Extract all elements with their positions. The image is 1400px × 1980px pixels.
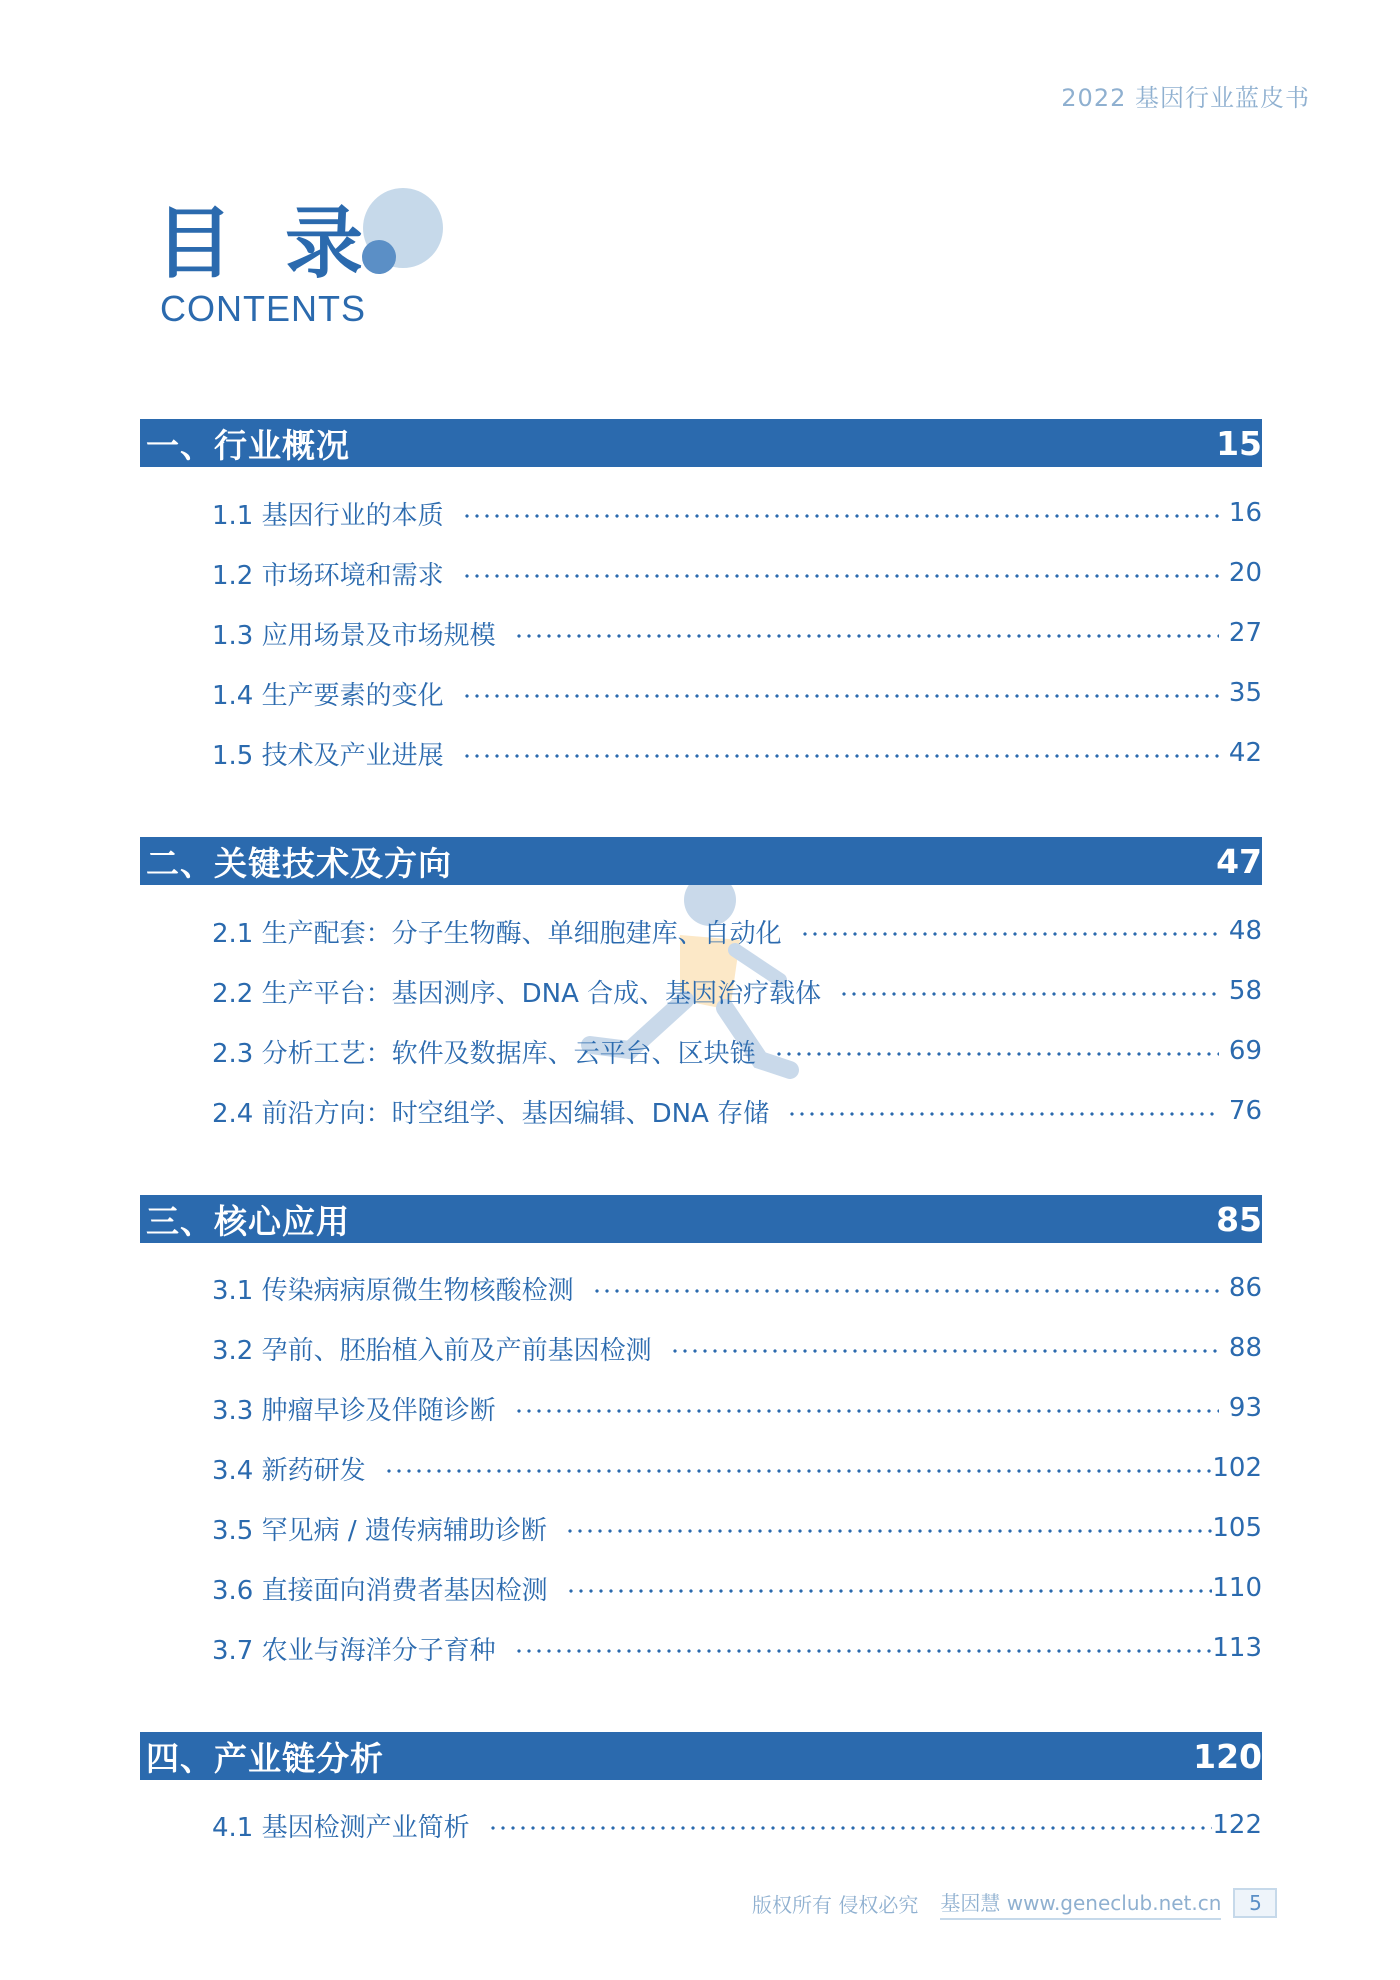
dot-leader [565,1529,1212,1533]
entry-label: 3.2 孕前、胚胎植入前及产前基因检测 [212,1335,652,1366]
toc-entry[interactable] [212,1568,1262,1608]
dot-leader [462,514,1219,518]
website-credit[interactable]: 基因慧 www.geneclub.net.cn [940,1887,1221,1920]
entry-page-number: 48 [1228,916,1262,946]
entry-label: 1.5 技术及产业进展 [212,740,444,771]
dot-leader [462,574,1219,578]
page-number-badge: 5 [1233,1888,1277,1918]
toc-entry[interactable] [212,1388,1262,1428]
entry-label: 2.4 前沿方向：时空组学、基因编辑、DNA 存储 [212,1098,770,1129]
section-page-number: 120 [1193,1736,1262,1776]
section-bar[interactable] [140,419,1262,467]
section-page-number: 85 [1216,1199,1262,1239]
entry-page-number: 102 [1212,1453,1262,1483]
dot-leader [592,1289,1219,1293]
section-title: 二、关键技术及方向 [146,843,452,883]
entry-label: 3.1 传染病病原微生物核酸检测 [212,1275,574,1306]
toc-subheading: CONTENTS [160,288,366,329]
entry-page-number: 35 [1228,678,1262,708]
dot-leader [462,694,1219,698]
entry-page-number: 93 [1228,1393,1262,1423]
entry-label: 2.2 生产平台：基因测序、DNA 合成、基因治疗载体 [212,978,822,1009]
entry-page-number: 20 [1228,558,1262,588]
dot-leader [839,992,1219,996]
toc-entry[interactable] [212,1031,1262,1071]
dot-leader [488,1826,1213,1830]
dot-leader [787,1112,1219,1116]
entry-page-number: 105 [1212,1513,1262,1543]
toc-entry[interactable] [212,673,1262,713]
section-title: 四、产业链分析 [146,1738,384,1778]
section-page-number: 47 [1216,841,1262,881]
entry-label: 2.3 分析工艺：软件及数据库、云平台、区块链 [212,1038,756,1069]
toc-entry[interactable] [212,493,1262,533]
dot-leader [514,1649,1213,1653]
entry-label: 3.3 肿瘤早诊及伴随诊断 [212,1395,496,1426]
toc-entry[interactable] [212,1328,1262,1368]
toc-entry[interactable] [212,911,1262,951]
toc-heading: 目录 [155,199,416,289]
section-title: 一、行业概况 [146,425,350,465]
entry-page-number: 42 [1228,738,1262,768]
toc-entry[interactable] [212,1628,1262,1668]
copyright-notice: 版权所有 侵权必究 [752,1892,919,1917]
dot-leader [800,932,1219,936]
dot-leader [670,1349,1219,1353]
entry-label: 3.4 新药研发 [212,1455,366,1486]
toc-entry[interactable] [212,733,1262,773]
toc-entry[interactable] [212,1805,1262,1845]
entry-page-number: 86 [1228,1273,1262,1303]
dot-leader [462,754,1219,758]
entry-page-number: 69 [1228,1036,1262,1066]
section-bar[interactable] [140,1195,1262,1243]
dot-leader [774,1052,1219,1056]
toc-entry[interactable] [212,613,1262,653]
entry-page-number: 76 [1228,1096,1262,1126]
document-title: 2022 基因行业蓝皮书 [1061,84,1310,112]
entry-page-number: 27 [1228,618,1262,648]
toc-entry[interactable] [212,1268,1262,1308]
entry-page-number: 122 [1212,1810,1262,1840]
dot-leader [514,1409,1219,1413]
entry-page-number: 16 [1228,498,1262,528]
entry-label: 3.5 罕见病 / 遗传病辅助诊断 [212,1515,547,1546]
entry-label: 1.1 基因行业的本质 [212,500,444,531]
dot-leader [566,1589,1213,1593]
dot-leader [384,1469,1213,1473]
toc-entry[interactable] [212,1508,1262,1548]
entry-label: 4.1 基因检测产业简析 [212,1812,470,1843]
section-bar[interactable] [140,1732,1262,1780]
section-bar[interactable] [140,837,1262,885]
toc-entry[interactable] [212,971,1262,1011]
dot-leader [514,634,1219,638]
entry-label: 3.6 直接面向消费者基因检测 [212,1575,548,1606]
section-title: 三、核心应用 [146,1201,350,1241]
entry-label: 1.3 应用场景及市场规模 [212,620,496,651]
entry-label: 1.4 生产要素的变化 [212,680,444,711]
entry-page-number: 58 [1228,976,1262,1006]
entry-page-number: 110 [1212,1573,1262,1603]
entry-page-number: 113 [1212,1633,1262,1663]
section-page-number: 15 [1216,423,1262,463]
toc-entry[interactable] [212,1448,1262,1488]
entry-label: 3.7 农业与海洋分子育种 [212,1635,496,1666]
page-footer [752,1888,1277,1918]
entry-label: 2.1 生产配套：分子生物酶、单细胞建库、自动化 [212,918,782,949]
toc-entry[interactable] [212,1091,1262,1131]
entry-page-number: 88 [1228,1333,1262,1363]
entry-label: 1.2 市场环境和需求 [212,560,444,591]
toc-entry[interactable] [212,553,1262,593]
